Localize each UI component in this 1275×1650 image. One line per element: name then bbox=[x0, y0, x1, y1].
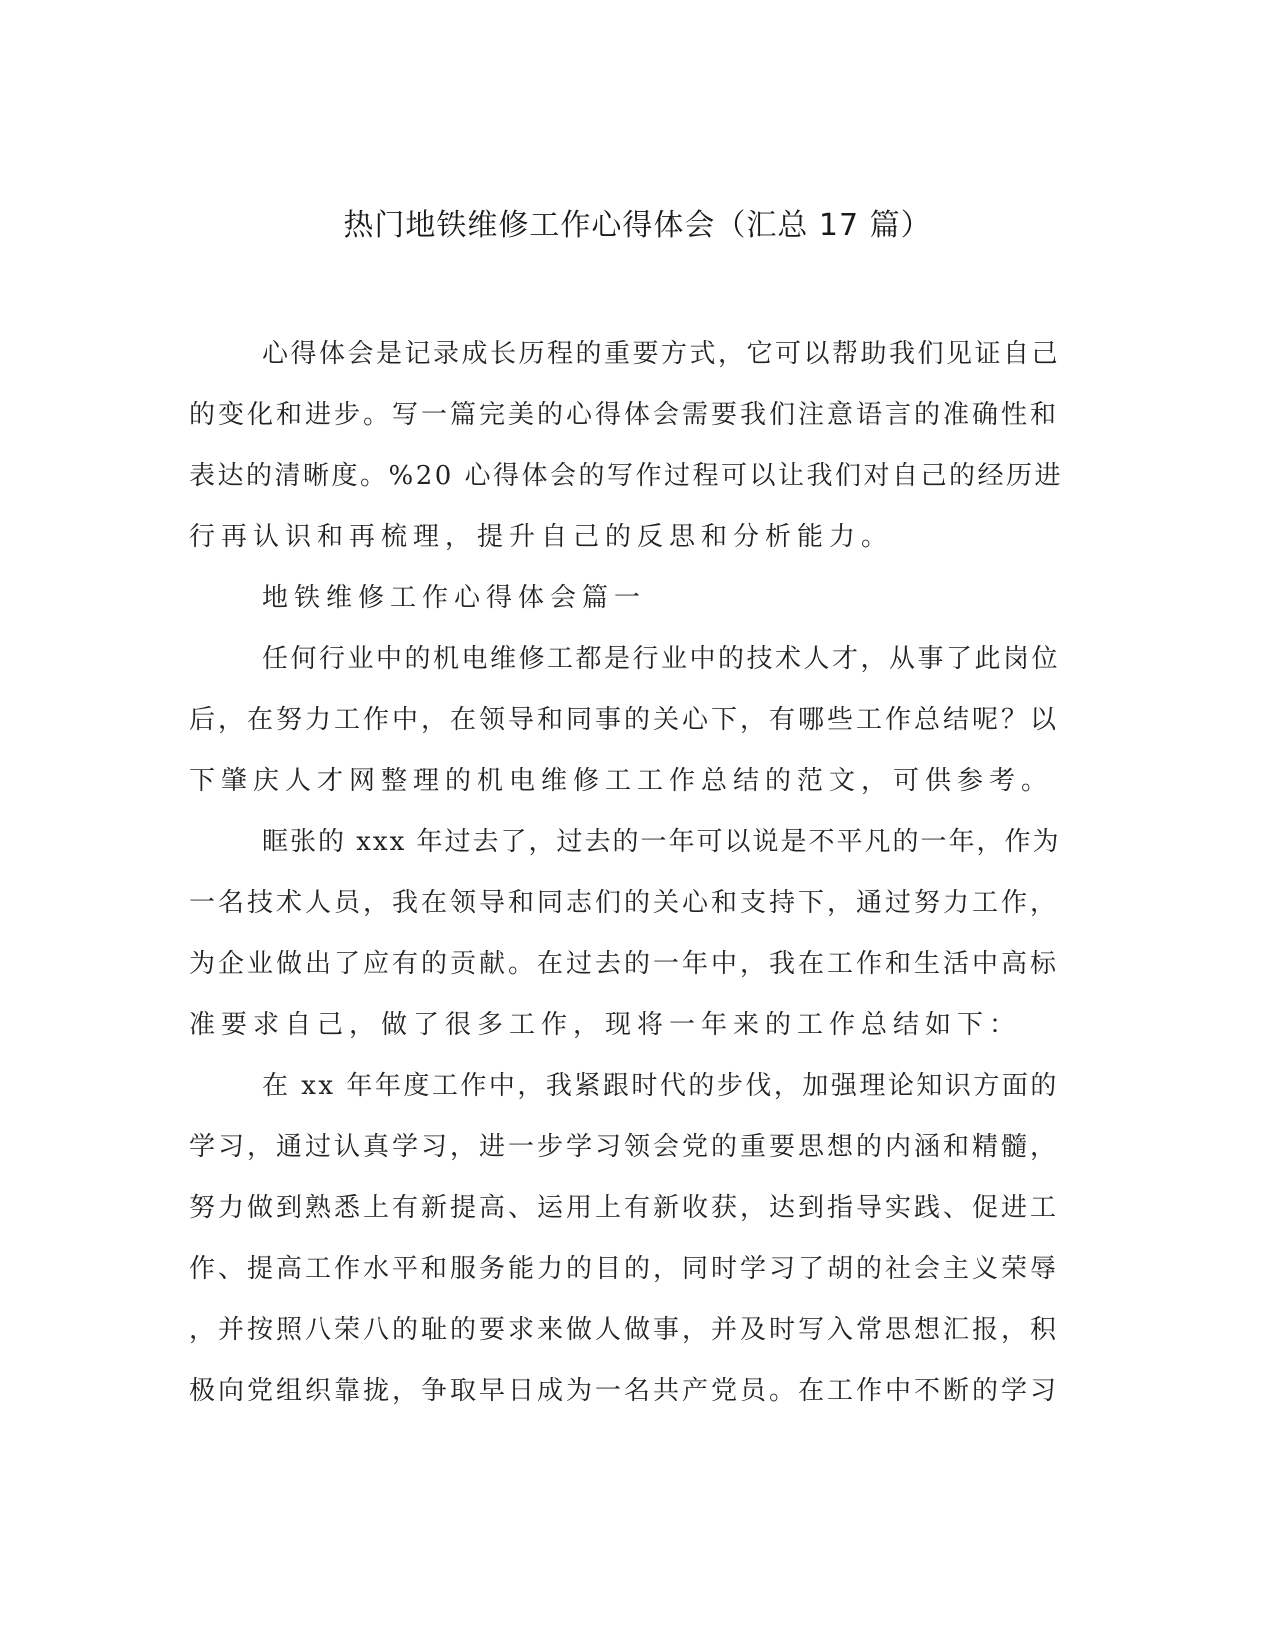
paragraph-1-line-3: 表达的清晰度。%20 心得体会的写作过程可以让我们对自己的经历进 bbox=[189, 461, 1064, 491]
paragraph-2-line-3: 下肇庆人才网整理的机电维修工工作总结的范文，可供参考。 bbox=[189, 766, 1054, 796]
paragraph-2-line-1: 任何行业中的机电维修工都是行业中的技术人才，从事了此岗位 bbox=[262, 644, 1061, 674]
paragraph-3-line-2: 一名技术人员，我在领导和同志们的关心和支持下，通过努力工作， bbox=[189, 888, 1060, 918]
paragraph-4-line-5: ，并按照八荣八的耻的要求来做人做事，并及时写入常思想汇报，积 bbox=[189, 1315, 1060, 1345]
document-body bbox=[189, 324, 1071, 1422]
paragraph-1-line-2: 的变化和进步。写一篇完美的心得体会需要我们注意语言的准确性和 bbox=[189, 400, 1060, 430]
paragraph-4-line-6: 极向党组织靠拢，争取早日成为一名共产党员。在工作中不断的学习 bbox=[189, 1376, 1060, 1406]
section-heading-part-1: 地铁维修工作心得体会篇一 bbox=[262, 583, 647, 613]
paragraph-4-line-1: 在 xx 年年度工作中，我紧跟时代的步伐，加强理论知识方面的 bbox=[262, 1071, 1059, 1101]
paragraph-4-line-2: 学习，通过认真学习，进一步学习领会党的重要思想的内涵和精髓， bbox=[189, 1132, 1060, 1162]
paragraph-4-line-3: 努力做到熟悉上有新提高、运用上有新收获，达到指导实践、促进工 bbox=[189, 1193, 1060, 1223]
paragraph-4-line-4: 作、提高工作水平和服务能力的目的，同时学习了胡的社会主义荣辱 bbox=[189, 1254, 1060, 1284]
paragraph-3-line-4: 准要求自己，做了很多工作，现将一年来的工作总结如下： bbox=[189, 1010, 1022, 1040]
document-title: 热门地铁维修工作心得体会（汇总 17 篇） bbox=[343, 208, 932, 243]
paragraph-1-line-4: 行再认识和再梳理，提升自己的反思和分析能力。 bbox=[189, 522, 894, 552]
paragraph-3-line-3: 为企业做出了应有的贡献。在过去的一年中，我在工作和生活中高标 bbox=[189, 949, 1060, 979]
paragraph-3-line-1: 眶张的 xxx 年过去了，过去的一年可以说是不平凡的一年，作为 bbox=[262, 827, 1061, 857]
paragraph-1-line-1: 心得体会是记录成长历程的重要方式，它可以帮助我们见证自己 bbox=[262, 339, 1061, 369]
paragraph-2-line-2: 后，在努力工作中，在领导和同事的关心下，有哪些工作总结呢？以 bbox=[189, 705, 1060, 735]
